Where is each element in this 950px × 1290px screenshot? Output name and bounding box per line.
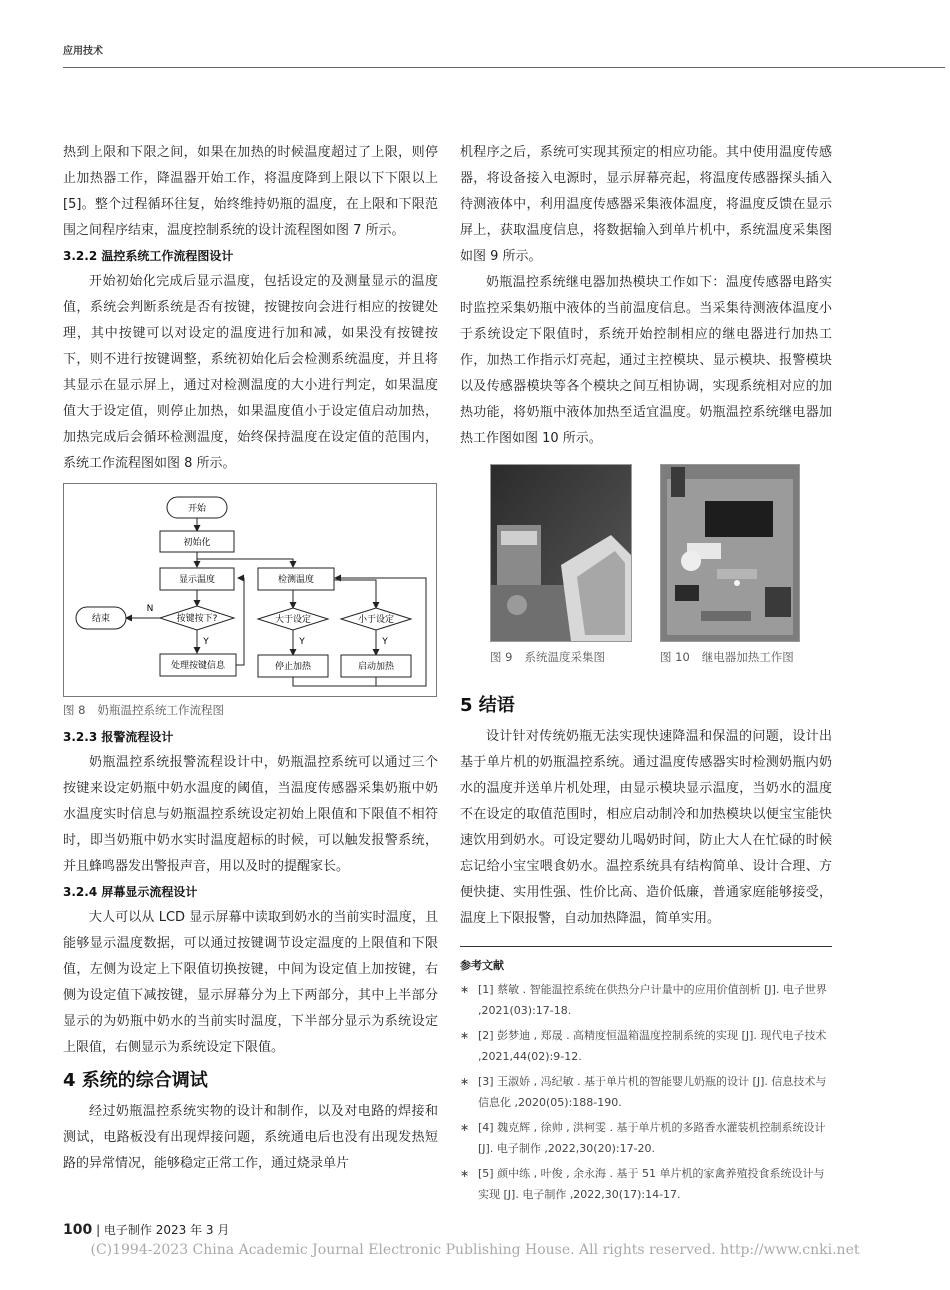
reference-item: ∗ [2] 彭梦迪 , 郑晟 . 高精度恒温箱温度控制系统的实现 [J]. 现代电子技术 ,2021,44(02):9-12. (460, 1025, 832, 1067)
flow-display-temp-label: 显示温度 (178, 575, 216, 585)
figure-8-flowchart (63, 483, 437, 697)
references-title: 参考文献 (460, 959, 504, 972)
flow-greater-label: 大于设定 (274, 615, 312, 625)
reference-item: ∗ [1] 蔡敏 . 智能温控系统在供热分户计量中的应用价值剖析 [J]. 电子世界 ,2021(03):17-18. (460, 979, 832, 1021)
para-3-2-2: 开始初始化完成后显示温度，包括设定的及测量显示的温度值，系统会判断系统是否有按键，按键按向会进行相应的按键处理，其中按键可以对设定的温度进行加和减，如果没有按键按下，则不进行按键调整，系统初始化后会检测系统温度，并且将其显示在显示屏上，通过对检测温度的大小进行判定，如果温度值大于设定值，则停止加热，如果温度值小于设定值启动加热，加热完成后会循环检测温度，始终保持温度在设定值的范围内，系统工作流程图如图 8 所示。 (63, 274, 438, 471)
flow-handle-key-label: 处理按键信息 (170, 661, 226, 671)
heading-4: 4 系统的综合调试 (63, 1070, 208, 1091)
flow-init-label: 初始化 (183, 538, 211, 548)
figure-8-caption-text: 奶瓶温控系统工作流程图 (97, 703, 224, 717)
figure-10-caption-text: 继电器加热工作图 (701, 650, 794, 664)
para-4: 经过奶瓶温控系统实物的设计和制作，以及对电路的焊接和测试，电路板没有出现焊接问题，系统通电后也没有出现发热短路的异常情况，能够稳定正常工作，通过烧录单片 (63, 1104, 438, 1171)
figure-9-caption-text: 系统温度采集图 (524, 650, 605, 664)
flow-key-pressed-label: 按键按下? (176, 614, 218, 624)
page-number: 100 (63, 1222, 93, 1238)
flow-detect-temp-label: 检测温度 (277, 575, 315, 585)
left-column (63, 140, 438, 1177)
figure-9-caption (490, 646, 605, 668)
flow-yes-label-1: Y (203, 637, 209, 647)
para-3-2-3: 奶瓶温控系统报警流程设计中，奶瓶温控系统可以通过三个按键来设定奶瓶中奶水温度的阈值，当温度传感器采集奶瓶中奶水温度实时信息与奶瓶温控系统设定初始上限值和下限值不相符时，即当奶瓶中奶水实时温度超标的时候，可以触发报警系统，并且蜂鸣器发出警报声音，用以及时的提醒家长。 (63, 755, 438, 874)
figure-10-number: 图 10 (660, 650, 690, 664)
reference-marker: ∗ (460, 1029, 470, 1042)
flow-start-heat-label: 启动加热 (357, 662, 395, 672)
para-4-continued: 机程序之后，系统可实现其预定的相应功能。其中使用温度传感器，将设备接入电源时，显示屏幕亮起，将温度传感器探头插入待测液体中，利用温度传感器采集液体温度，将温度反馈在显示屏上，获取温度信息，将数据输入到单片机中，系统温度采集图如图 9 所示。 (460, 145, 832, 264)
flow-yes-label-2: Y (299, 637, 305, 647)
heading-3-2-3: 3.2.3 报警流程设计 (63, 730, 174, 744)
flow-yes-label-3: Y (382, 637, 388, 647)
reference-marker: ∗ (460, 1167, 470, 1180)
reference-marker: ∗ (460, 983, 470, 996)
figure-9-photo (490, 464, 632, 642)
reference-item: ∗ [3] 王淑娇 , 冯纪敏 . 基于单片机的智能婴儿奶瓶的设计 [J]. 信息技术与信息化 ,2020(05):188-190. (460, 1071, 832, 1113)
heading-3-2-2: 3.2.2 温控系统工作流程图设计 (63, 249, 234, 263)
heading-5: 5 结语 (460, 695, 515, 716)
section-label: 应用技术 (63, 46, 103, 57)
para-intro: 热到上限和下限之间，如果在加热的时候温度超过了上限，则停止加热器工作，降温器开始工作，将温度降到上限以下下限以上 [5]。整个过程循环往复，始终维持奶瓶的温度，在上限和下限范围之间程序结束，温度控制系统的设计流程图如图 7 所示。 (63, 145, 438, 238)
figure-9-number: 图 9 (490, 650, 513, 664)
right-column (460, 140, 832, 1209)
figures-9-10 (460, 460, 832, 692)
flow-stop-heat-label: 停止加热 (274, 662, 312, 672)
reference-item: ∗ [5] 颜中练 , 叶俊 , 余永海 . 基于 51 单片机的家禽养殖投食系统设计与实现 [J]. 电子制作 ,2022,30(17):14-17. (460, 1163, 832, 1205)
reference-marker: ∗ (460, 1075, 470, 1088)
flow-end-label: 结束 (91, 614, 111, 624)
heading-3-2-4: 3.2.4 屏幕显示流程设计 (63, 885, 198, 899)
reference-marker: ∗ (460, 1121, 470, 1134)
header-rule (63, 67, 945, 68)
figure-10-photo (660, 464, 800, 642)
para-3-2-4: 大人可以从 LCD 显示屏幕中读取到奶水的当前实时温度，且能够显示温度数据，可以通过按键调节设定温度的上限值和下限值，左侧为设定上下限值切换按键，中间为设定值上加按键，右侧为设定值下减按键，显示屏幕分为上下两部分，其中上半部分显示的为奶瓶中奶水的当前实时温度，下半部分显示为系统设定上限值，右侧显示为系统设定下限值。 (63, 910, 438, 1055)
flow-no-label: N (146, 604, 154, 614)
figure-10-caption (660, 646, 794, 668)
figure-8-caption (63, 699, 438, 721)
copyright-watermark: (C)1994-2023 China Academic Journal Electronic Publishing House. All rights reserved. http://www.cnki.net (90, 1242, 860, 1258)
page-footer (63, 1221, 229, 1238)
reference-item: ∗ [4] 魏克辉 , 徐帅 , 洪柯雯 . 基于单片机的多路香水灌装机控制系统设计 [J]. 电子制作 ,2022,30(20):17-20. (460, 1117, 832, 1159)
journal-issue: | 电子制作 2023 年 3 月 (96, 1223, 230, 1237)
references-rule (460, 946, 832, 947)
flow-less-label: 小于设定 (357, 615, 395, 625)
para-relay: 奶瓶温控系统继电器加热模块工作如下：温度传感器电路实时监控采集奶瓶中液体的当前温度信息。当采集待测液体温度小于系统设定下限值时，系统开始控制相应的继电器进行加热工作，加热工作指示灯亮起，通过主控模块、显示模块、报警模块以及传感器模块等各个模块之间互相协调，实现系统相对应的加热功能，将奶瓶中液体加热至适宜温度。奶瓶温控系统继电器加热工作图如图 10 所示。 (460, 275, 832, 446)
para-5: 设计针对传统奶瓶无法实现快速降温和保温的问题，设计出基于单片机的奶瓶温控系统。通过温度传感器实时检测奶瓶内奶水的温度并送单片机处理，由显示模块显示温度，当奶水的温度不在设定的取值范围时，相应启动制冷和加热模块以便宝宝能快速饮用到奶水。可设定婴幼儿喝奶时间，防止大人在忙碌的时候忘记给小宝宝喂食奶水。温控系统具有结构简单、设计合理、方便快捷、实用性强、性价比高、造价低廉，普通家庭能够接受，温度上下限报警，自动加热降温，简单实用。 (460, 729, 832, 926)
flow-start-label: 开始 (187, 504, 207, 514)
figure-8-number: 图 8 (63, 703, 86, 717)
